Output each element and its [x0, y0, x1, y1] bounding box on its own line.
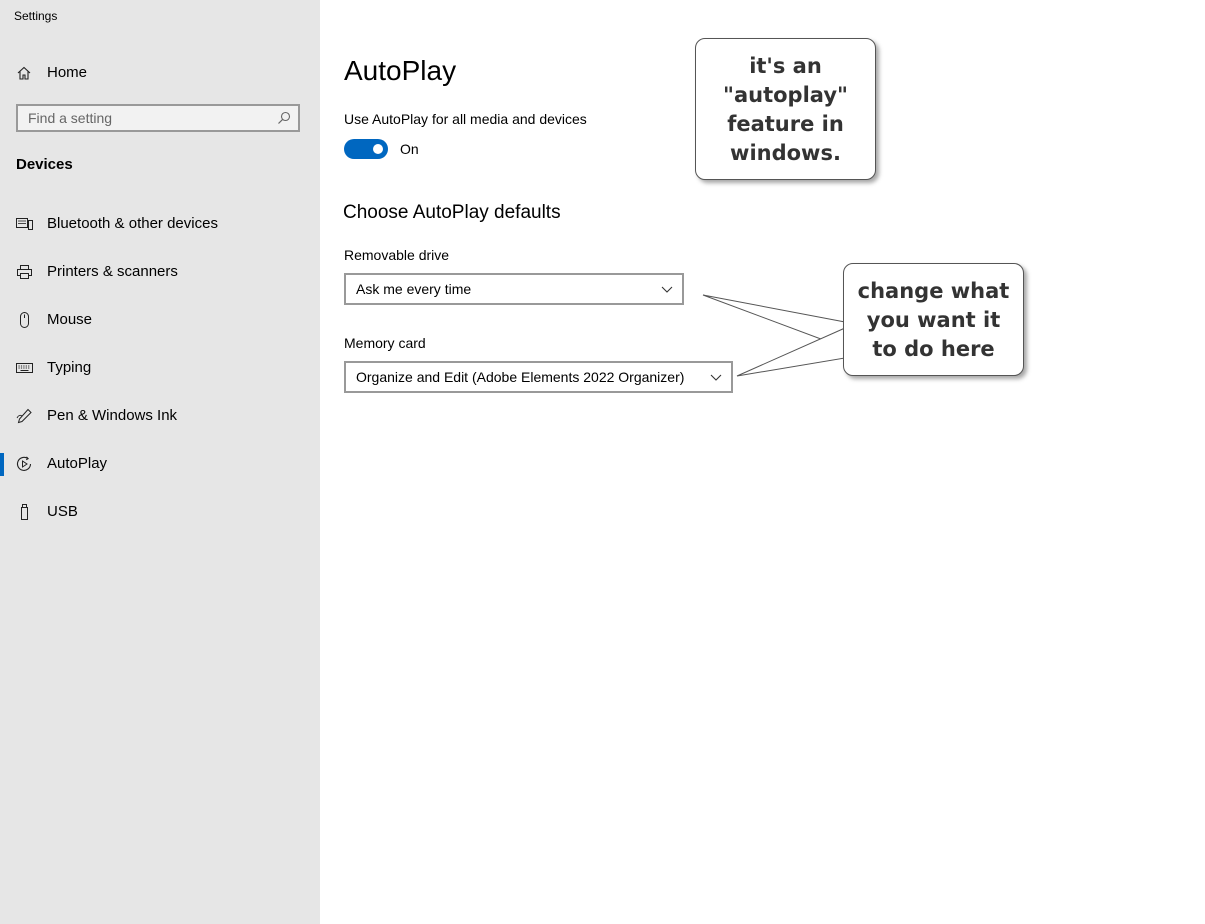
memory-card-value: Organize and Edit (Adobe Elements 2022 Organizer) — [356, 369, 685, 385]
callout-line: windows. — [730, 141, 841, 165]
mouse-icon — [16, 312, 33, 328]
sidebar-item-printers[interactable] — [0, 252, 320, 292]
bluetooth-devices-icon — [16, 216, 33, 232]
sidebar-item-label: Typing — [47, 359, 92, 376]
sidebar-item-autoplay[interactable] — [0, 444, 320, 484]
sidebar-item-pen[interactable] — [0, 396, 320, 436]
memory-card-dropdown[interactable] — [344, 361, 733, 393]
home-icon — [16, 65, 32, 81]
printer-icon — [16, 264, 33, 280]
callout-autoplay-feature — [695, 38, 876, 180]
sidebar-item-label: Printers & scanners — [47, 263, 178, 280]
memory-card-label: Memory card — [344, 335, 426, 351]
sidebar-item-label: Mouse — [47, 311, 93, 328]
search-icon[interactable] — [277, 111, 291, 125]
callout-change-here — [843, 263, 1024, 376]
chevron-down-icon — [710, 372, 722, 382]
callout-line: feature in — [727, 112, 844, 136]
sidebar-item-bluetooth[interactable] — [0, 204, 320, 244]
removable-drive-dropdown[interactable] — [344, 273, 684, 305]
search-input[interactable] — [18, 106, 278, 130]
usb-icon — [16, 504, 33, 520]
callout-line: to do here — [872, 337, 995, 361]
callout-line: change what — [857, 279, 1010, 303]
keyboard-icon — [16, 360, 33, 376]
sidebar-item-mouse[interactable] — [0, 300, 320, 340]
sidebar-item-typing[interactable] — [0, 348, 320, 388]
autoplay-toggle[interactable] — [344, 139, 388, 159]
sidebar-item-label: USB — [47, 503, 78, 520]
sidebar-item-label: Pen & Windows Ink — [47, 407, 178, 424]
chevron-down-icon — [661, 284, 673, 294]
sidebar — [0, 0, 320, 924]
removable-drive-value: Ask me every time — [356, 281, 472, 297]
sidebar-home[interactable] — [0, 56, 320, 90]
window-title: Settings — [14, 9, 58, 23]
callout-line: you want it — [866, 308, 1001, 332]
sidebar-home-label: Home — [47, 64, 88, 81]
autoplay-icon — [16, 456, 33, 472]
defaults-heading: Choose AutoPlay defaults — [343, 202, 561, 223]
toggle-state-text: On — [400, 141, 419, 157]
toggle-knob — [373, 144, 383, 154]
callout-line: it's an — [749, 54, 822, 78]
autoplay-toggle-label: Use AutoPlay for all media and devices — [344, 111, 587, 127]
sidebar-item-usb[interactable] — [0, 492, 320, 532]
page-title: AutoPlay — [344, 55, 457, 86]
sidebar-section-heading: Devices — [16, 156, 73, 173]
pen-icon — [16, 408, 33, 424]
sidebar-item-label: AutoPlay — [47, 455, 108, 472]
active-indicator — [0, 453, 4, 476]
callout-line: "autoplay" — [723, 83, 848, 107]
removable-drive-label: Removable drive — [344, 247, 450, 263]
search-box[interactable] — [16, 104, 300, 132]
sidebar-item-label: Bluetooth & other devices — [47, 215, 218, 232]
